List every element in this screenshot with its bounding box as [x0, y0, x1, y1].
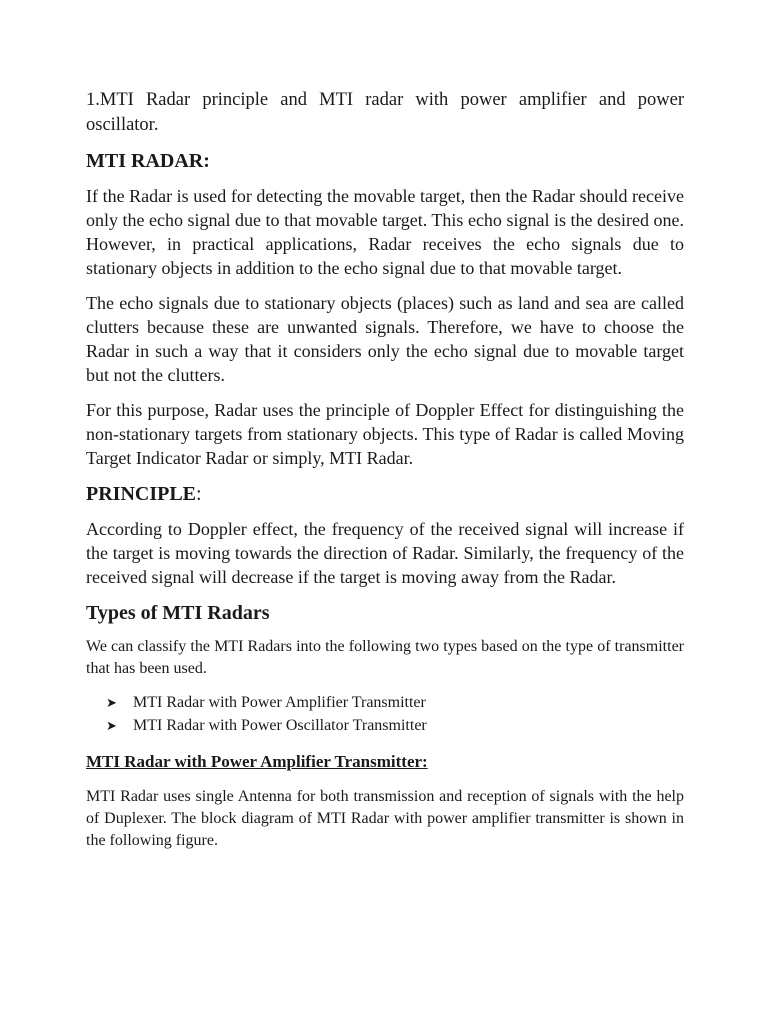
paragraph-power-amplifier: MTI Radar uses single Antenna for both transmission and reception of signals with the help of Duplexer. The block diagram of MTI Radar with power amplifier transmitter is shown in the following figure.	[86, 788, 684, 849]
list-item-text: MTI Radar with Power Amplifier Transmitter	[133, 694, 426, 711]
document-page	[86, 88, 684, 864]
arrowhead-bullet-icon: ➤	[106, 696, 117, 711]
heading-colon: :	[196, 483, 202, 505]
arrowhead-bullet-icon: ➤	[106, 719, 117, 734]
paragraph-mti-3: For this purpose, Radar uses the principle of Doppler Effect for distinguishing the non-stationary targets from stationary objects. This type of Radar is called Moving Target Indicator Radar or simply, MTI Radar.	[86, 400, 684, 468]
paragraph-mti-1: If the Radar is used for detecting the movable target, then the Radar should receive only the echo signal due to that movable target. This echo signal is the desired one. However, in practical applications, Radar receives the echo signals due to stationary objects in addition to the echo signal due to that movable target.	[86, 186, 684, 278]
paragraph-types-intro: We can classify the MTI Radars into the following two types based on the type of transmitter that has been used.	[86, 638, 684, 677]
section-heading-power-amplifier: MTI Radar with Power Amplifier Transmitter:	[86, 752, 428, 771]
section-heading-mti-radar	[86, 148, 684, 174]
section-heading-types: Types of MTI Radars	[86, 602, 270, 624]
document-title: 1.MTI Radar principle and MTI radar with power amplifier and power oscillator.	[86, 90, 684, 135]
list-item	[106, 715, 684, 738]
list-item-text: MTI Radar with Power Oscillator Transmitter	[133, 717, 427, 734]
section-heading-principle	[86, 481, 684, 507]
list-item	[106, 692, 684, 715]
heading-text: MTI RADAR:	[86, 150, 210, 172]
types-list	[86, 692, 684, 738]
paragraph-principle: According to Doppler effect, the frequency of the received signal will increase if the target is moving towards the direction of Radar. Similarly, the frequency of the received signal will decrease if the target is moving away from the Radar.	[86, 519, 684, 587]
heading-text: PRINCIPLE	[86, 483, 197, 505]
paragraph-mti-2: The echo signals due to stationary objects (places) such as land and sea are called clutters because these are unwanted signals. Therefore, we have to choose the Radar in such a way that it considers only the echo signal due to movable target but not the clutters.	[86, 293, 684, 385]
